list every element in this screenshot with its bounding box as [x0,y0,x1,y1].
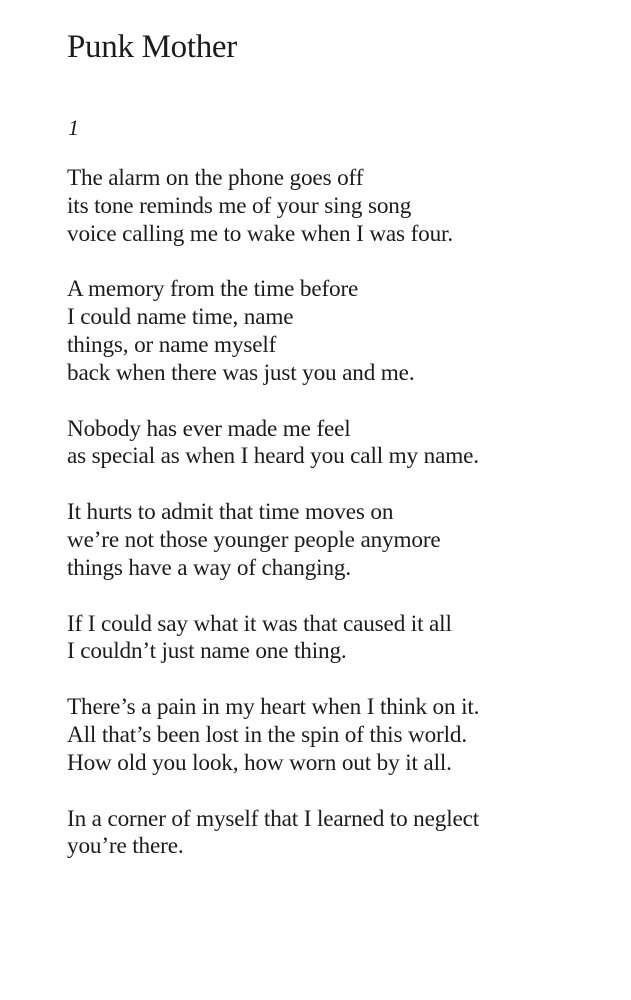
section-number: 1 [68,115,79,140]
poem-line: If I could say what it was that caused it all [67,610,452,637]
poem-line: things, or name myself [67,331,277,358]
poem-line: It hurts to admit that time moves on [67,499,394,526]
poem-line: you’re there. [67,833,184,860]
stanza [67,416,617,472]
poem-line: we’re not those younger people anymore [67,526,441,553]
poem-line: as special as when I heard you call my name. [67,443,479,470]
poem-line: its tone reminds me of your sing song [67,192,412,219]
poem-line: back when there was just you and me. [67,359,415,386]
stanza [67,806,617,862]
stanza [67,276,617,387]
poem-line: There’s a pain in my heart when I think on it. [67,694,480,721]
poem-line: A memory from the time before [67,276,359,303]
poem-title: Punk Mother [67,29,237,65]
stanza [67,165,617,248]
poem-line: things have a way of changing. [67,554,351,581]
stanza [67,694,617,777]
poem-line: In a corner of myself that I learned to neglect [67,805,480,832]
poem-line: I could name time, name [67,304,294,331]
poem-line: I couldn’t just name one thing. [67,638,347,665]
stanza [67,611,617,667]
poem-body [67,165,617,889]
poem-line: The alarm on the phone goes off [67,165,364,191]
poem-line: How old you look, how worn out by it all. [67,749,452,776]
poem-line: All that’s been lost in the spin of this world. [67,721,467,748]
poem-line: Nobody has ever made me feel [67,415,351,442]
poem-line: voice calling me to wake when I was four. [67,220,453,247]
stanza [67,499,617,582]
